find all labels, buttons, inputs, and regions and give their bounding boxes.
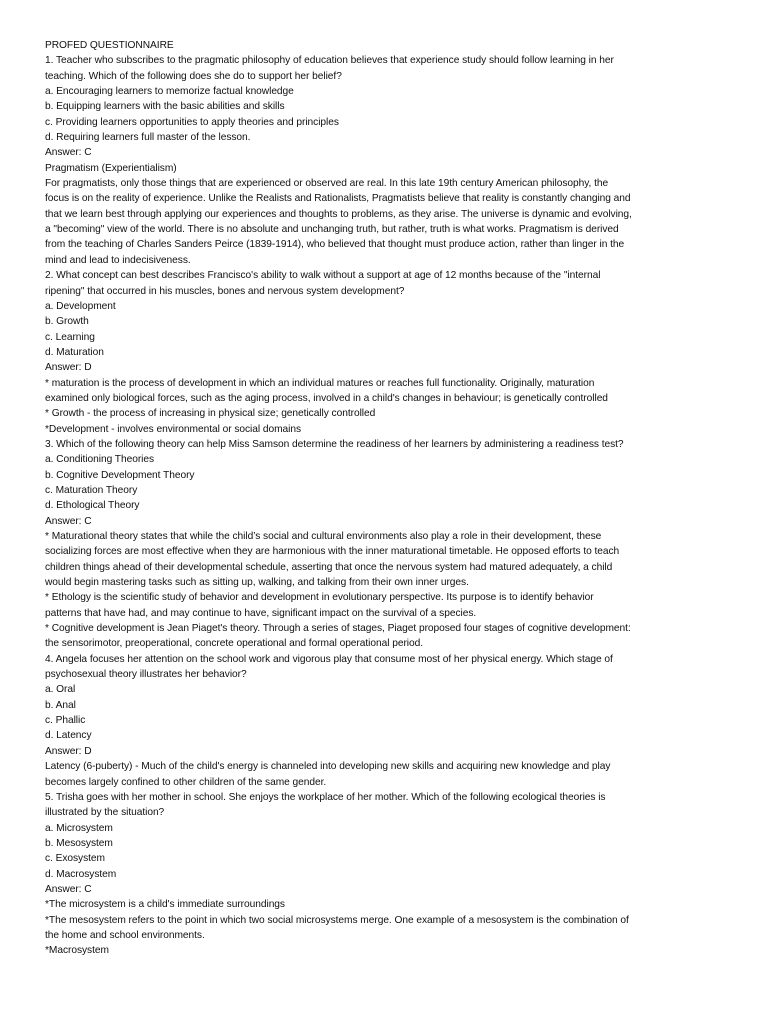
- document-page: [45, 38, 725, 959]
- question-2-explanation: * maturation is the process of development in which an individual matures or reaches full functionality. Originally, maturation: [45, 377, 595, 389]
- question-4-choice-c: c. Phallic: [45, 715, 86, 727]
- question-3-choice-d: d. Ethological Theory: [45, 500, 140, 512]
- question-3-explanation: * Ethology is the scientific study of behavior and development in evolutionary perspective. Its purpose is to identify behavior: [45, 592, 594, 604]
- question-1-choice-c: c. Providing learners opportunities to apply theories and principles: [45, 116, 339, 128]
- document-title: PROFED QUESTIONNAIRE: [45, 40, 174, 51]
- question-4-choice-a: a. Oral: [45, 684, 76, 696]
- question-3-choice-b: b. Cognitive Development Theory: [45, 469, 195, 481]
- question-3-choice-c: c. Maturation Theory: [45, 484, 138, 496]
- question-1-text: 1. Teacher who subscribes to the pragmatic philosophy of education believes that experience study should follow learning in her: [45, 55, 614, 67]
- question-5-answer: Answer: C: [45, 883, 92, 895]
- question-3-text: 3. Which of the following theory can help Miss Samson determine the readiness of her learners by administering a readiness test?: [45, 438, 624, 450]
- question-4-text: 4. Angela focuses her attention on the school work and vigorous play that consume most of her physical energy. Which stage of: [45, 653, 613, 665]
- question-5-choice-a: a. Microsystem: [45, 822, 113, 834]
- question-3-explanation: patterns that have had, and may continue to have, significant impact on the survival of a species.: [45, 607, 477, 619]
- question-1-explanation: mind and lead to indecisiveness.: [45, 254, 191, 266]
- question-3-choice-a: a. Conditioning Theories: [45, 454, 155, 466]
- question-2-choice-b: b. Growth: [45, 316, 89, 328]
- question-4-explanation: becomes largely confined to other children of the same gender.: [45, 776, 327, 788]
- question-1-answer: Answer: C: [45, 147, 92, 159]
- question-1-explanation-heading: Pragmatism (Experientialism): [45, 162, 177, 174]
- question-1-choice-a: a. Encouraging learners to memorize factual knowledge: [45, 86, 294, 98]
- question-4-answer: Answer: D: [45, 745, 92, 757]
- question-5-explanation: the home and school environments.: [45, 929, 205, 941]
- question-2-answer: Answer: D: [45, 362, 92, 374]
- question-2-explanation: examined only biological forces, such as the aging process, involved in a child's changes in behaviour; is genetically controlled: [45, 392, 608, 404]
- question-3-answer: Answer: C: [45, 515, 92, 527]
- question-4-choice-b: b. Anal: [45, 699, 76, 711]
- question-5-choice-b: b. Mesosystem: [45, 837, 113, 849]
- question-2-choice-a: a. Development: [45, 300, 116, 312]
- question-4-explanation: Latency (6-puberty) - Much of the child's energy is channeled into developing new skills and acquiring new knowledge and play: [45, 761, 611, 773]
- question-1-text: teaching. Which of the following does she do to support her belief?: [45, 70, 342, 82]
- question-1-choice-d: d. Requiring learners full master of the lesson.: [45, 132, 251, 144]
- question-3-explanation: * Cognitive development is Jean Piaget's theory. Through a series of stages, Piaget proposed four stages of cognitive development:: [45, 623, 631, 635]
- question-2-choice-d: d. Maturation: [45, 346, 104, 358]
- question-5-explanation: *Macrosystem: [45, 945, 109, 957]
- question-1-explanation: that we learn best through applying our experiences and thoughts to problems, as they arise. The universe is dynamic and evolving,: [45, 208, 632, 220]
- question-3-explanation: * Maturational theory states that while the child’s social and cultural environments also play a role in their development, these: [45, 531, 602, 542]
- question-3-explanation: would begin mastering tasks such as sitting up, walking, and talking from their own inner urges.: [45, 577, 469, 589]
- question-5-explanation: *The microsystem is a child's immediate surroundings: [45, 899, 285, 911]
- question-2-explanation: *Development - involves environmental or social domains: [45, 423, 302, 435]
- question-1-explanation: from the teaching of Charles Sanders Peirce (1839-1914), who believed that thought must produce action, rather than linger in the: [45, 239, 625, 251]
- question-1-explanation: a "becoming" view of the world. There is no absolute and unchanging truth, but rather, truth is what works. Pragmatism is derived: [45, 224, 619, 236]
- question-1-explanation: focus is on the reality of experience. Unlike the Realists and Rationalists, Pragmatists believe that reality is constantly changing and: [45, 193, 631, 205]
- question-1-explanation: For pragmatists, only those things that are experienced or observed are real. In this late 19th century American philosophy, the: [45, 178, 609, 190]
- question-3-explanation: the sensorimotor, preoperational, concrete operational and formal operational period.: [45, 638, 424, 650]
- question-1-choice-b: b. Equipping learners with the basic abilities and skills: [45, 101, 285, 113]
- question-2-text: ripening" that occurred in his muscles, bones and nervous system development?: [45, 285, 405, 297]
- question-2-choice-c: c. Learning: [45, 331, 95, 343]
- question-5-choice-d: d. Macrosystem: [45, 868, 117, 880]
- question-3-explanation: children things ahead of their developmental schedule, asserting that once the nervous system had matured adequately, a child: [45, 561, 613, 573]
- question-2-text: 2. What concept can best describes Francisco's ability to walk without a support at age of 12 months because of the "internal: [45, 270, 601, 282]
- question-5-explanation: *The mesosystem refers to the point in which two social microsystems merge. One example of a mesosystem is the combination of: [45, 914, 629, 926]
- question-5-text: illustrated by the situation?: [45, 807, 165, 819]
- question-4-choice-d: d. Latency: [45, 730, 92, 742]
- question-2-explanation: * Growth - the process of increasing in physical size; genetically controlled: [45, 408, 376, 420]
- question-3-explanation: socializing forces are most effective when they are harmonious with the inner maturational timetable. He opposed efforts to teach: [45, 546, 620, 558]
- question-4-text: psychosexual theory illustrates her behavior?: [45, 669, 247, 681]
- question-5-choice-c: c. Exosystem: [45, 853, 105, 865]
- question-5-text: 5. Trisha goes with her mother in school. She enjoys the workplace of her mother. Which of the following ecological theories is: [45, 791, 606, 803]
